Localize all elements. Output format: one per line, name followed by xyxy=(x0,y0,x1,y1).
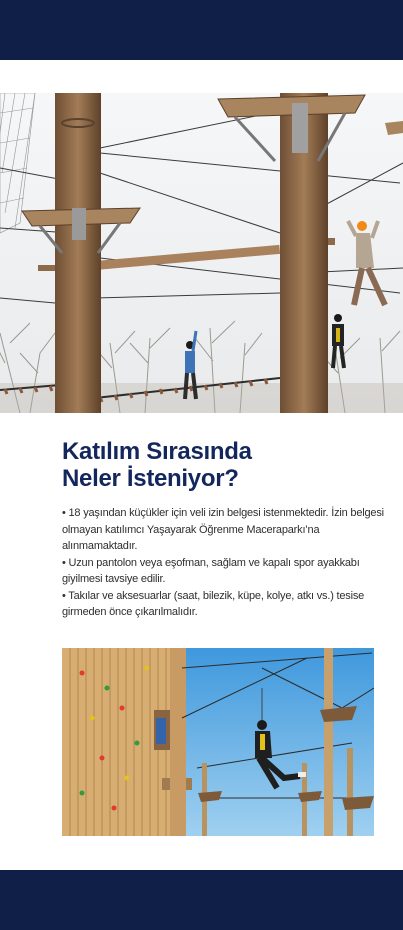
title-line-1: Katılım Sırasında xyxy=(62,438,252,465)
section-title xyxy=(62,438,382,492)
list-item: • Takılar ve aksesuarlar (saat, bilezik, küpe, kolye, atkı vs.) tesise girmeden önce çıkarılmalıdır. xyxy=(62,589,365,618)
list-item: • Uzun pantolon veya eşofman, sağlam ve kapalı spor ayakkabı giyilmesi tavsiye edilir. xyxy=(62,556,360,585)
header-band xyxy=(0,0,403,60)
climbing-wall-photo xyxy=(62,648,374,836)
ropes-course-photo xyxy=(0,93,403,413)
title-line-2: Neler İsteniyor? xyxy=(62,465,239,492)
footer-band xyxy=(0,870,403,930)
list-item: • 18 yaşından küçükler için veli izin belgesi istenmektedir. İzin belgesi olmayan katılımcı Yaşayarak Öğrenme Maceraparkı’na alınmamaktadır. xyxy=(62,507,384,552)
requirements-list xyxy=(62,505,392,621)
